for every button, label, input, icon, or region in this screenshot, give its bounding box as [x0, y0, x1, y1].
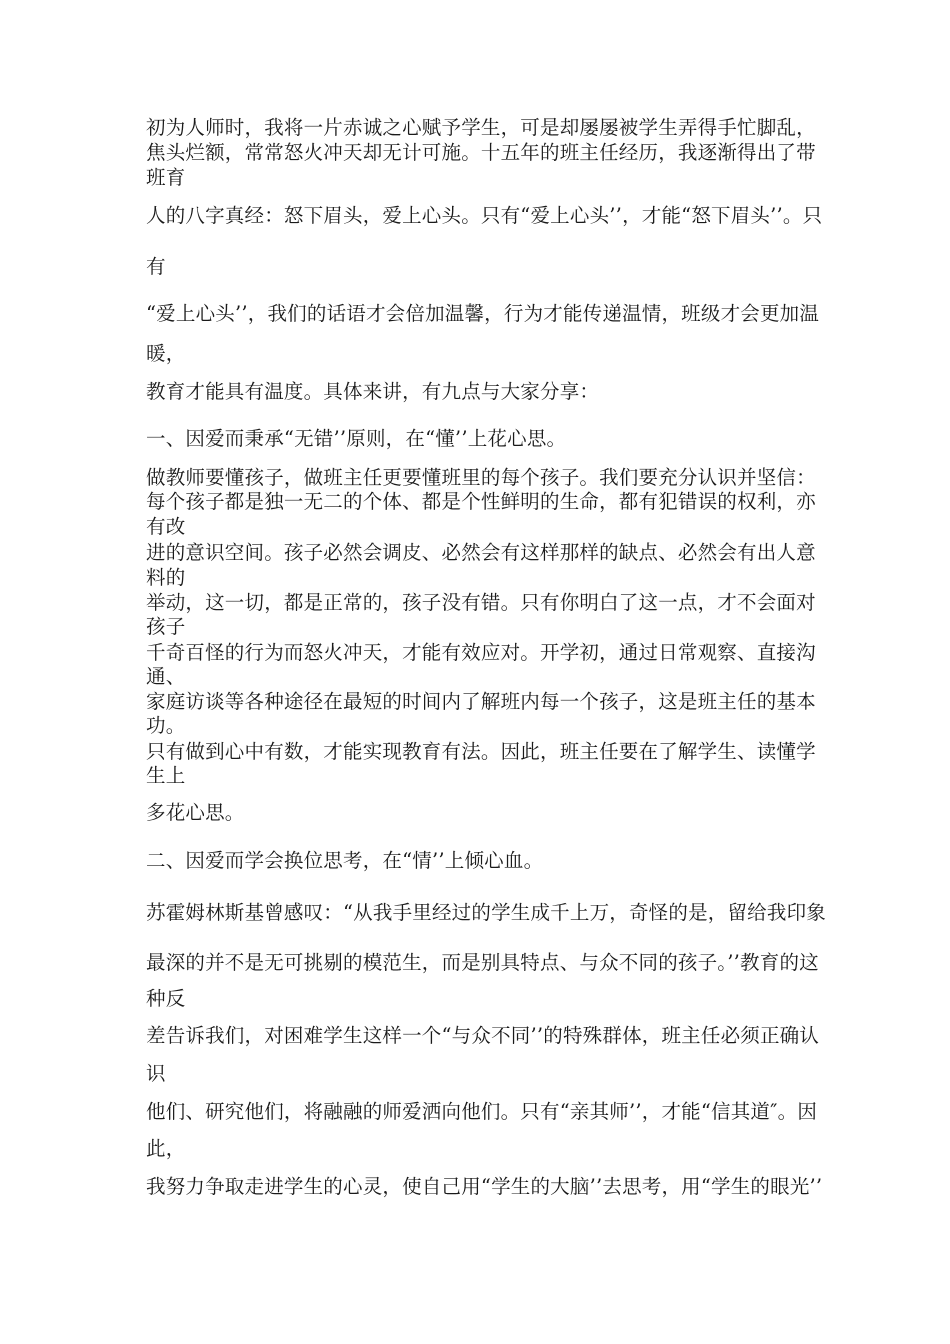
text-line: 班育: [146, 166, 186, 189]
text-line: 识: [146, 1062, 166, 1085]
text-line: “爱上心头’’，我们的话语才会倍加温馨，行为才能传递温情，班级才会更加温: [146, 302, 820, 325]
text-line: 我努力争取走进学生的心灵，使自己用“学生的大脑’’去思考，用“学生的眼光’’: [146, 1175, 823, 1198]
text-line: 种反: [146, 987, 186, 1010]
text-line: 他们、研究他们，将融融的师爱洒向他们。只有“亲其师’’，才能“信其道″。因: [146, 1100, 818, 1123]
text-line: 只有做到心中有数，才能实现教育有法。因此，班主任要在了解学生、读懂学: [146, 740, 816, 763]
text-line: 教育才能具有温度。具体来讲，有九点与大家分享：: [146, 380, 600, 403]
text-line: 焦头烂额，常常怒火冲天却无计可施。十五年的班主任经历，我逐渐得出了带: [146, 141, 816, 164]
text-line: 多花心思。: [146, 801, 245, 824]
text-line: 千奇百怪的行为而怒火冲天，才能有效应对。开学初，通过日常观察、直接沟: [146, 641, 816, 664]
text-line: 暖，: [146, 342, 186, 365]
text-line: 料的: [146, 566, 186, 589]
text-line: 功。: [146, 714, 186, 737]
text-line: 孩子: [146, 615, 186, 638]
text-line: 进的意识空间。孩子必然会调皮、必然会有这样那样的缺点、必然会有出人意: [146, 541, 816, 564]
text-line: 举动，这一切，都是正常的，孩子没有错。只有你明白了这一点，才不会面对: [146, 591, 816, 614]
text-line: 最深的并不是无可挑剔的模范生，而是别具特点、与众不同的孩子。’’教育的这: [146, 951, 819, 974]
text-line: 此，: [146, 1137, 186, 1160]
text-line: 生上: [146, 764, 186, 787]
text-line: 有改: [146, 515, 186, 538]
text-line: 家庭访谈等各种途径在最短的时间内了解班内每一个孩子，这是班主任的基本: [146, 690, 816, 713]
section-heading: 二、因爱而学会换位思考，在“情’’上倾心血。: [146, 849, 544, 872]
text-line: 人的八字真经：怒下眉头，爱上心头。只有“爱上心头’’，才能“怒下眉头’’。只: [146, 204, 823, 227]
text-line: 做教师要懂孩子，做班主任更要懂班里的每个孩子。我们要充分认识并坚信：: [146, 466, 816, 489]
text-line: 差告诉我们，对困难学生这样一个“与众不同’’的特殊群体，班主任必须正确认: [146, 1024, 820, 1047]
text-line: 通、: [146, 665, 186, 688]
text-line: 苏霍姆林斯基曾感叹：“从我手里经过的学生成千上万，奇怪的是，留给我印象: [146, 901, 826, 924]
section-heading: 一、因爱而秉承“无错’’原则，在“懂’’上花心思。: [146, 427, 567, 450]
text-line: 初为人师时，我将一片赤诚之心赋予学生，可是却屡屡被学生弄得手忙脚乱，: [146, 116, 816, 139]
text-line: 有: [146, 255, 166, 278]
text-line: 每个孩子都是独一无二的个体、都是个性鲜明的生命，都有犯错误的权利，亦: [146, 490, 816, 513]
